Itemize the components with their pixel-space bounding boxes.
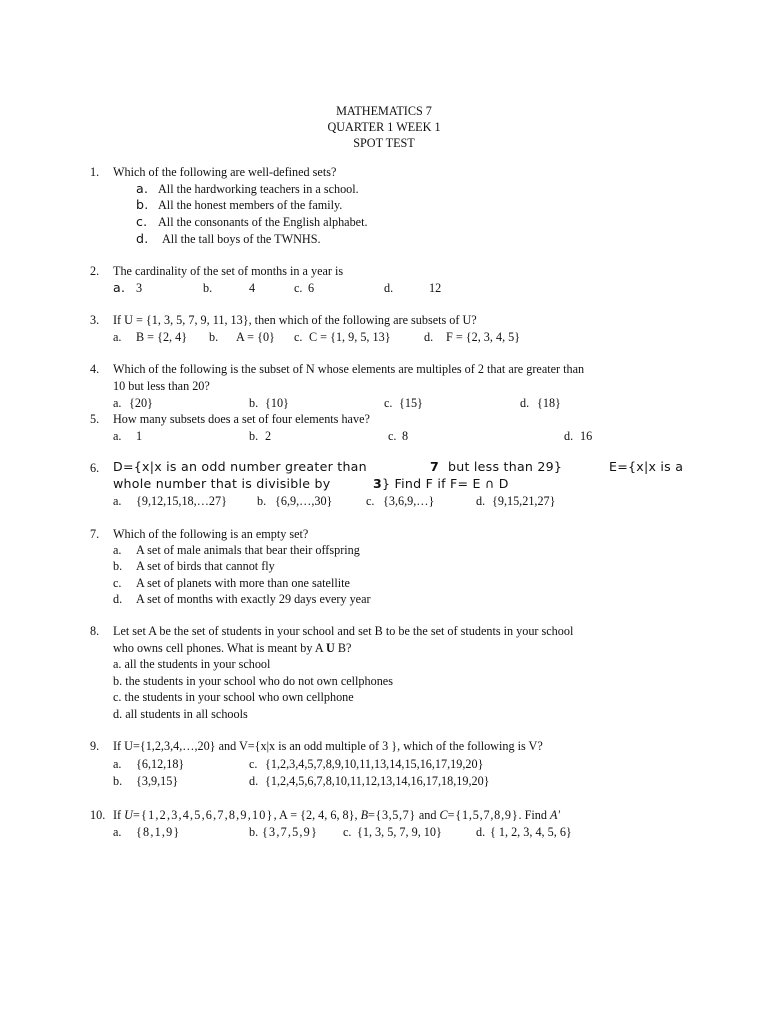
option-label: b. [203,281,213,295]
option-text: 2 [265,429,272,443]
option-text: a. all the students in your school [113,657,271,671]
option-label: b. [113,559,123,573]
option-text: {6,12,18} [136,757,185,771]
option-label: c. [388,429,397,443]
option-text: c. the students in your school who own cellphone [113,690,354,704]
option-text: { 1, 2, 3, 4, 5, 6} [490,825,572,839]
option-text: {6,9,…,30} [275,494,333,508]
option-label: b. [113,774,123,788]
question-stem: If U={1,2,3,4,5,6,7,8,9,10}, A = {2, 4, 6, 8}, B={3,5,7} and C={1,5,7,8,9}. Find A' [113,808,561,822]
question-stem: How many subsets does a set of four elements have? [113,412,370,426]
option-text: {9,12,15,18,…27} [136,494,227,508]
option-label: a. [113,396,122,410]
question-number: 3. [90,313,100,327]
option-label: b. [249,825,259,839]
union-symbol: U [326,641,335,655]
option-label: a. [113,330,122,344]
question-stem-number: 3 [373,476,383,491]
question-number: 6. [90,461,100,475]
option-text: All the consonants of the English alphabet. [158,215,368,229]
question-stem: If U={1,2,3,4,…,20} and V={x|x is an odd multiple of 3 }, which of the following is V? [113,739,543,753]
option-text: 16 [580,429,593,443]
option-text: 8 [402,429,409,443]
option-text: 1 [136,429,143,443]
option-text: F = {2, 3, 4, 5} [446,330,521,344]
option-text: A set of male animals that bear their offspring [136,543,360,557]
option-text: All the honest members of the family. [158,198,343,212]
option-label: c. [249,757,258,771]
title-test: SPOT TEST [353,136,415,150]
option-text: {1,2,4,5,6,7,8,10,11,12,13,14,16,17,18,19,20} [265,774,490,788]
question-number: 9. [90,739,100,753]
option-label: d. [476,494,486,508]
option-text: B = {2, 4} [136,330,188,344]
option-text: {3,6,9,…} [383,494,435,508]
option-text: 3 [136,281,143,295]
option-label: b. [209,330,219,344]
option-label: b. [249,429,259,443]
option-text: 4 [249,281,256,295]
option-text: {8,1,9} [136,825,181,839]
option-text: 12 [429,281,442,295]
question-number: 7. [90,527,100,541]
option-label: c. [113,576,122,590]
option-text: {3,9,15} [136,774,179,788]
option-text: A set of months with exactly 29 days every year [136,592,371,606]
question-stem-line2: 10 but less than 20? [113,379,210,393]
question-number: 8. [90,624,100,638]
question-stem: If U = {1, 3, 5, 7, 9, 11, 13}, then which of the following are subsets of U? [113,313,477,327]
question-stem-line1: Which of the following is the subset of N whose elements are multiples of 2 that are greater than [113,362,585,376]
option-text: 6 [308,281,315,295]
option-label: b. [257,494,267,508]
question-stem-set-d: D={x|x is an odd number greater than [113,459,367,474]
question-stem-line1: Let set A be the set of students in your school and set B to be the set of students in your school [113,624,574,638]
option-text: b. the students in your school who do not own cellphones [113,674,393,688]
question-number: 1. [90,165,100,179]
question-stem-set-e: E={x|x is a [609,459,684,474]
option-label: d. [564,429,574,443]
option-label: a. [113,757,122,771]
option-label: d. [424,330,434,344]
option-label: a. [136,181,149,196]
option-text: {1,2,3,4,5,7,8,9,10,11,13,14,15,16,17,19,20} [265,757,484,771]
question-stem-set-d-rest: but less than 29} [448,459,563,474]
option-label: d. [476,825,486,839]
title-quarter: QUARTER 1 WEEK 1 [327,120,441,134]
option-text: d. all students in all schools [113,707,248,721]
question-number: 10. [90,808,106,822]
option-label: c. [343,825,352,839]
option-text: All the tall boys of the TWNHS. [162,232,321,246]
option-text: A set of birds that cannot fly [136,559,275,573]
option-text: {18} [537,396,561,410]
question-stem: The cardinality of the set of months in a year is [113,264,344,278]
option-text: {1, 3, 5, 7, 9, 10} [357,825,442,839]
option-label: c. [136,214,148,229]
option-label: d. [384,281,394,295]
option-label: a. [113,543,122,557]
option-label: a. [113,494,122,508]
option-text: A = {0} [236,330,275,344]
option-text: {3,7,5,9} [262,825,319,839]
question-stem: Which of the following is an empty set? [113,527,309,541]
option-label: d. [520,396,530,410]
question-number: 2. [90,264,100,278]
option-text: C = {1, 9, 5, 13} [309,330,391,344]
question-stem-line2: whole number that is divisible by [113,476,331,491]
option-text: {10} [265,396,289,410]
option-label: a. [113,825,122,839]
option-text: {20} [129,396,153,410]
option-label: b. [249,396,259,410]
option-label: c. [294,330,303,344]
option-label: d. [113,592,123,606]
option-text: All the hardworking teachers in a school. [158,182,359,196]
question-number: 5. [90,412,100,426]
question-stem: Which of the following are well-defined sets? [113,165,337,179]
question-stem-number: 7 [430,459,440,474]
option-label: a. [113,429,122,443]
option-label: a. [113,280,126,295]
option-text: A set of planets with more than one satellite [136,576,350,590]
question-stem-line2-rest: } Find F if F= E ∩ D [382,476,509,491]
option-label: d. [249,774,259,788]
option-label: c. [294,281,303,295]
option-label: c. [384,396,393,410]
option-label: c. [366,494,375,508]
option-text: {9,15,21,27} [492,494,556,508]
option-label: b. [136,197,149,212]
question-stem-line2: who owns cell phones. What is meant by A U B? [113,641,352,655]
option-label: d. [136,231,149,246]
question-number: 4. [90,362,100,376]
option-text: {15} [399,396,423,410]
title-subject: MATHEMATICS 7 [336,104,432,118]
